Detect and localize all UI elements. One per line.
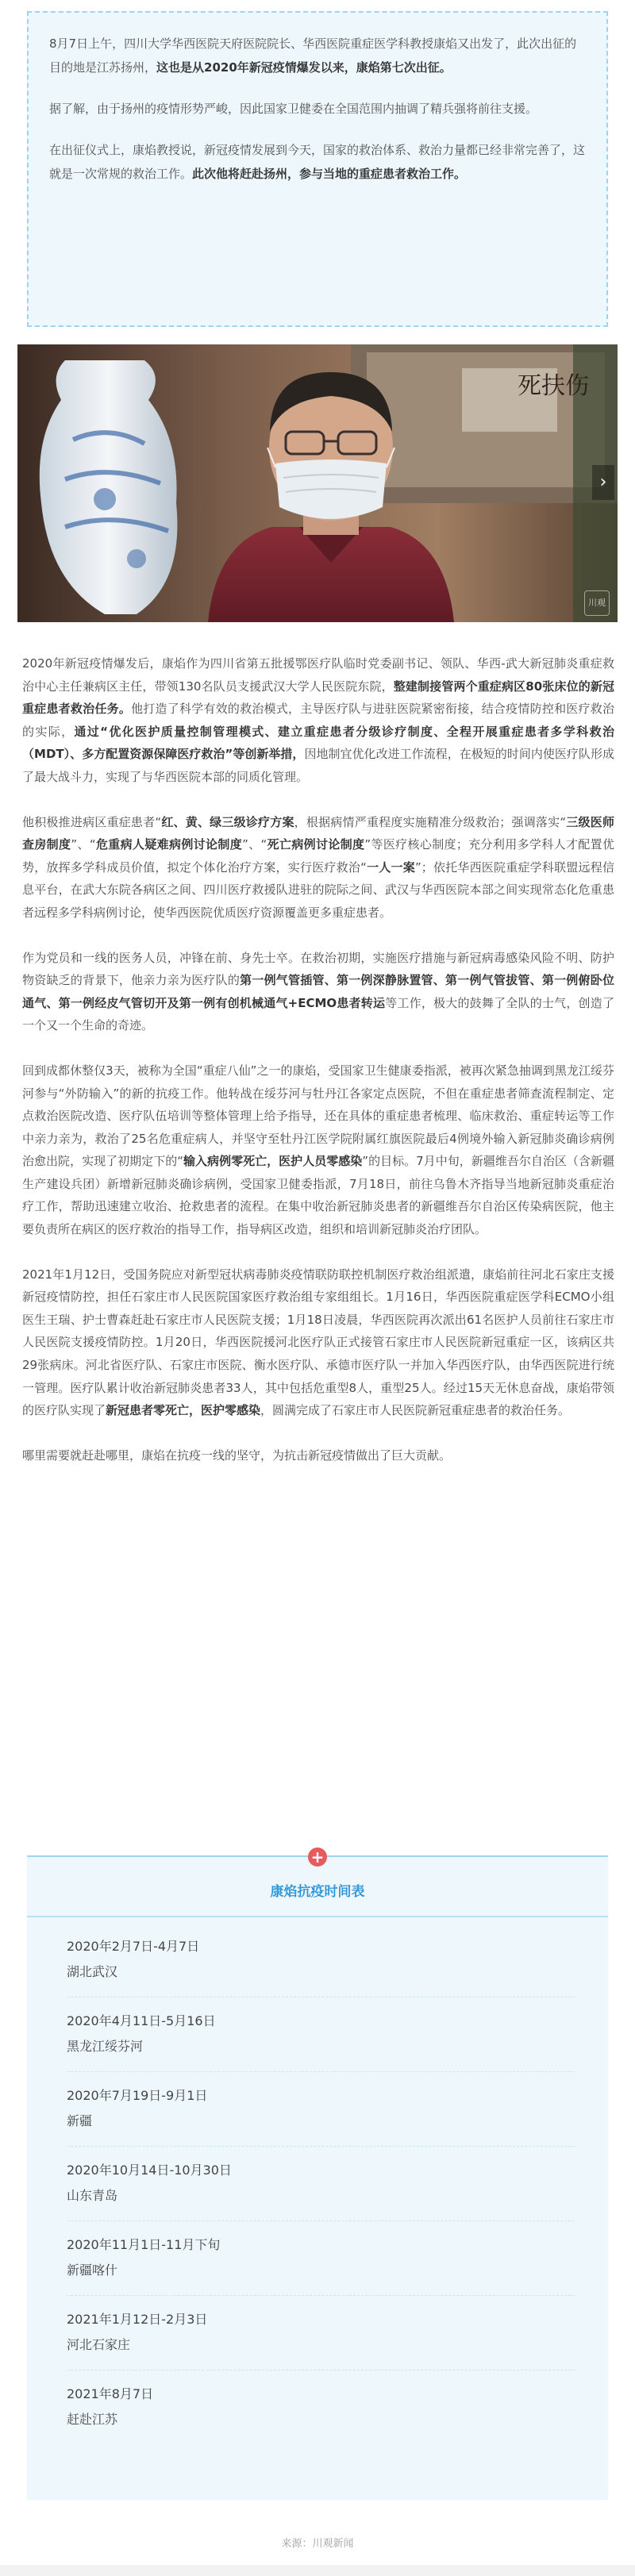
- timeline-place: 湖北武汉: [67, 1964, 118, 1979]
- plus-icon: +: [308, 1847, 327, 1867]
- paragraph-highlight: 第一例气管插管、第一例深静脉置管、第一例气管拔管、第一例俯卧位通气、第一例经皮气管切开及第一例有创机械通气+ECMO患者转运: [22, 973, 614, 1010]
- timeline-item: [67, 2011, 575, 2057]
- timeline-item: [67, 2384, 575, 2430]
- timeline-item: [67, 2235, 575, 2281]
- timeline-place: 山东青岛: [67, 2188, 118, 2203]
- timeline-item: [67, 2086, 575, 2132]
- timeline-place: 新疆喀什: [67, 2263, 118, 2278]
- timeline-item: [67, 2160, 575, 2206]
- next-arrow-icon[interactable]: ›: [592, 465, 614, 500]
- timeline-date: 2020年7月19日-9月1日: [67, 2088, 208, 2103]
- intro-paragraph-3: [49, 138, 586, 186]
- timeline-date: 2020年11月1日-11月下旬: [67, 2237, 221, 2252]
- paragraph-text: ”；依托华西医院重症学科联盟远程信息平台，在武大东院各病区之间、四川医疗救援队进驻的院际之间、武汉与华西医院本部之间实现常态化危重患者远程多学科病例讨论，使华西医院优质医疗资源覆盖更多重症患者。: [22, 859, 614, 920]
- timeline-date: 2021年1月12日-2月3日: [67, 2312, 208, 2327]
- timeline-separator: [67, 2370, 575, 2371]
- paragraph-text: 等工作，极大的鼓舞了全队的士气，创造了一个又一个生命的奇迹。: [22, 995, 614, 1033]
- paragraph-text: 回到成都休整仅3天，被称为全国“重症八仙”之一的康焰，受国家卫生健康委指派，被再次紧急抽调到黑龙江绥芬河参与“外防输入”的新的抗疫工作。他转战在绥芬河与牡丹江各家定点医院，不但在重症患者筛查流程制定、定点救治医院改造、医疗队伍培训等整体管理上给予指导，还在具体的重症患者梳理、临床救治、重症转运等工作中亲力亲为，救治了25名危重症病人，并坚守至牡丹江医学院附属红旗医院最后4例境外输入新冠肺炎确诊病例治愈出院，实现了初期定下的“: [22, 1063, 614, 1169]
- paragraph-highlight: 危重病人疑难病例讨论制度: [95, 837, 243, 852]
- paragraph-highlight: 红、黄、绿三级诊疗方案: [161, 814, 294, 829]
- paragraph-highlight: 整建制接管两个重症病区80张床位的新冠重症患者救治任务。: [22, 679, 614, 717]
- paragraph-text: 因地制宜优化改进工作流程，在极短的时间内使医疗队形成了最大战斗力，实现了与华西医院本部的同质化管理。: [22, 747, 614, 784]
- timeline-place: 新疆: [67, 2113, 93, 2128]
- timeline-separator: [67, 2071, 575, 2073]
- intro-highlight: 此次他将赶赴扬州，参与当地的重症患者救治工作。: [192, 167, 467, 181]
- paragraph-highlight: 通过“优化医护质量控制管理模式、建立重症患者分级诊疗制度、全程开展重症患者多学科救治（MDT）、多方配置资源保障医疗救治”等创新举措，: [22, 724, 614, 762]
- paragraph-text: 2021年1月12日，受国务院应对新型冠状病毒肺炎疫情联防联控机制医疗救治组派遣，康焰前往河北石家庄支援新冠疫情防控，担任石家庄市人民医院国家医疗救治组专家组组长。1月16日，华西医院重症医学科ECMO小组医生王瑞、护士曹森赶赴石家庄市人民医院支援；1月18日凌晨，华西医院再次派出61名医护人员前往石家庄市人民医院支援疫情防控。1月20日，华西医院援河北医疗队正式接管石家庄市人民医院新冠重症一区，该病区共29张病床。河北省医疗队、石家庄市医院、衡水医疗队、承德市医疗队一并加入华西医疗队，由华西医院进行统一管理。医疗队累计收治新冠肺炎患者33人，其中包括危重型8人，重型25人。经过15天无休息奋战，康焰带领的医疗队实现了: [22, 1267, 614, 1418]
- paragraph-text: ，圆满完成了石家庄市人民医院新冠重症患者的救治任务。: [260, 1403, 571, 1418]
- timeline-title: 康焰抗疫时间表: [270, 1884, 365, 1900]
- timeline-item: [67, 1936, 575, 1982]
- timeline-separator: [67, 1997, 575, 1998]
- timeline-separator: [67, 2295, 575, 2297]
- article-paragraph-3: [22, 947, 614, 1037]
- watermark-logo: 川观: [584, 590, 610, 616]
- photo-illustration: [17, 344, 618, 622]
- article-body: [22, 652, 614, 1489]
- paragraph-highlight: 三级医师查房制度: [22, 814, 614, 852]
- paragraph-text: ”等医疗核心制度；充分利用多学科人才配置优势，放挥多学科成员价值，拟定个体化治疗方案，实行医疗救治“: [22, 837, 614, 875]
- timeline-divider: [27, 1916, 608, 1917]
- paragraph-text: 2020年新冠疫情爆发后，康焰作为四川省第五批援鄂医疗队临时党委副书记、领队、华西-武大新冠肺炎重症救治中心主任兼病区主任，带领130名队员支援武汉大学人民医院东院，: [22, 656, 614, 694]
- timeline-separator: [67, 2220, 575, 2222]
- timeline-place: 赶赴江苏: [67, 2412, 118, 2427]
- intro-box: [27, 11, 608, 327]
- interview-photo[interactable]: [17, 344, 618, 622]
- timeline-box: [27, 1847, 608, 2500]
- paragraph-text: ”的目标。7月中旬，新疆维吾尔自治区（含新疆生产建设兵团）新增新冠肺炎确诊病例，受国家卫健委指派，7月18日，前往乌鲁木齐指导当地新冠肺炎重症治疗工作，帮助迅速建立收治、抢救患者的流程。在集中收治新冠肺炎患者的新疆维吾尔自治区传染病医院，他主要负责所在病区的医疗救治的指导工作，指导病区改造，组织和培训新冠肺炎治疗团队。: [22, 1154, 614, 1237]
- paragraph-highlight: 一人一案: [366, 859, 415, 875]
- article-paragraph-4: [22, 1059, 614, 1241]
- paragraph-text: 他积极推进病区重症患者“: [22, 814, 162, 829]
- intro-text: 在出征仪式上，康焰教授说，新冠疫情发展到今天，国家的救治体系、救治力量都已经非常完善了，这就是一次常规的救治工作。: [49, 143, 586, 181]
- article-paragraph-5: [22, 1263, 614, 1422]
- footer-bar: [0, 2565, 635, 2576]
- paragraph-highlight: 死亡病例讨论制度: [267, 837, 365, 852]
- timeline-date: 2020年10月14日-10月30日: [67, 2163, 232, 2178]
- paragraph-text: ”、“: [71, 837, 96, 852]
- timeline-date: 2020年2月7日-4月7日: [67, 1939, 200, 1954]
- intro-paragraph-2: 据了解，由于扬州的疫情形势严峻，因此国家卫健委在全国范围内抽调了精兵强将前往支援。: [49, 102, 538, 116]
- intro-highlight: 这也是从2020年新冠疫情爆发以来，康焰第七次出征。: [156, 60, 452, 75]
- paragraph-text: ，根据病情严重程度实施精准分级救治；强调落实“: [294, 814, 567, 829]
- timeline-place: 河北石家庄: [67, 2337, 131, 2352]
- article-paragraph-2: [22, 811, 614, 925]
- article-paragraph-1: [22, 652, 614, 789]
- timeline-separator: [67, 2146, 575, 2147]
- paragraph-text: ”、“: [242, 837, 267, 852]
- intro-paragraph-1: [49, 32, 586, 79]
- paragraph-text: 作为党员和一线的医务人员，冲锋在前、身先士卒。在救治初期，实施医疗措施与新冠病毒感染风险不明、防护物资缺乏的背景下，他亲力亲为医疗队的: [22, 950, 614, 988]
- timeline-place: 黑龙江绥芬河: [67, 2039, 144, 2054]
- paragraph-text: 他打造了科学有效的救治模式，主导医疗队与进驻医院紧密衔接，结合疫情防控和医疗救治的实际，: [22, 702, 614, 739]
- intro-text: 8月7日上午，四川大学华西医院天府医院院长、华西医院重症医学科教授康焰又出发了，此次出征的目的地是江苏扬州，: [49, 37, 577, 75]
- source-credit: 来源：川观新闻: [281, 2538, 354, 2550]
- paragraph-highlight: 输入病例零死亡，医护人员零感染: [183, 1154, 363, 1169]
- article-paragraph-6: 哪里需要就赶赴哪里，康焰在抗疫一线的坚守，为抗击新冠疫情做出了巨大贡献。: [22, 1448, 452, 1463]
- timeline-item: [67, 2309, 575, 2355]
- timeline-date: 2020年4月11日-5月16日: [67, 2013, 216, 2028]
- paragraph-highlight: 新冠患者零死亡，医护零感染: [106, 1403, 261, 1418]
- sign-text: 死扶伤: [518, 372, 589, 400]
- timeline-date: 2021年8月7日: [67, 2386, 154, 2401]
